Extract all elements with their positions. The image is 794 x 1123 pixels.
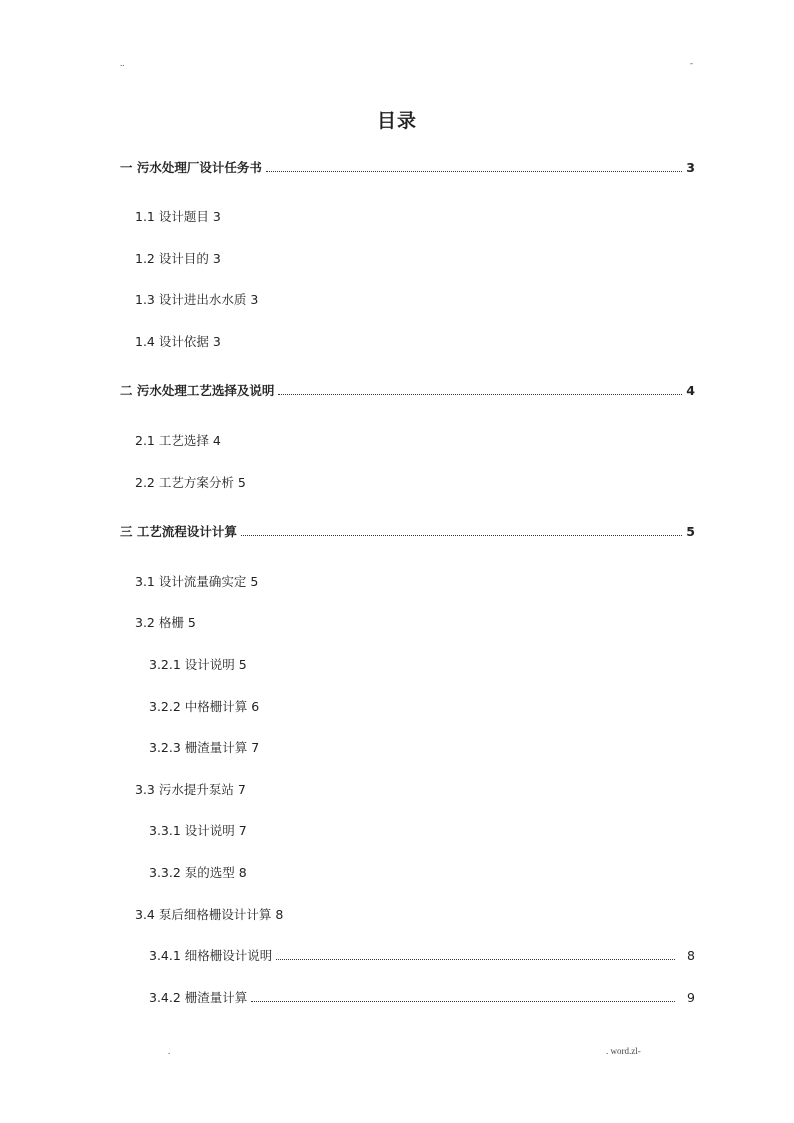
toc-item-3-2-3[interactable]: 3.2.3 栅渣量计算 7 [149, 740, 260, 755]
toc-item-3-2[interactable]: 3.2 格栅 5 [135, 615, 196, 630]
toc-item-1-1[interactable]: 1.1 设计题目 3 [135, 209, 221, 224]
toc-item-1-4[interactable]: 1.4 设计依据 3 [135, 334, 221, 349]
toc-item-3-3-2[interactable]: 3.3.2 泵的选型 8 [149, 865, 247, 880]
toc-item-3-2-2[interactable]: 3.2.2 中格栅计算 6 [149, 699, 260, 714]
toc-item-1-3[interactable]: 1.3 设计进出水水质 3 [135, 292, 259, 307]
toc-chapter-3-page: 5 [686, 524, 695, 539]
toc-leader-dots [276, 949, 675, 960]
toc-item-3-1[interactable]: 3.1 设计流量确实定 5 [135, 574, 259, 589]
toc-chapter-1-page: 3 [686, 160, 695, 175]
toc-item-3-2-1[interactable]: 3.2.1 设计说明 5 [149, 657, 247, 672]
toc-chapter-1-label: 一 污水处理厂设计任务书 [120, 160, 262, 175]
toc-leader-dots [241, 525, 682, 536]
toc-leader-dots [251, 991, 675, 1002]
toc-item-2-1[interactable]: 2.1 工艺选择 4 [135, 433, 221, 448]
toc-leader-dots [278, 384, 682, 395]
toc-item-3-4-1-page: 8 [687, 948, 695, 963]
header-right-mark: - [690, 58, 693, 68]
toc-item-3-4[interactable]: 3.4 泵后细格栅设计计算 8 [135, 907, 284, 922]
toc-item-3-4-2[interactable] [149, 989, 695, 1007]
toc-item-3-4-1[interactable] [149, 947, 695, 965]
toc-item-2-2[interactable]: 2.2 工艺方案分析 5 [135, 475, 246, 490]
toc-chapter-3-label: 三 工艺流程设计计算 [120, 524, 237, 539]
toc-item-3-4-1-label: 3.4.1 细格栅设计说明 [149, 948, 273, 963]
toc-chapter-3[interactable] [120, 523, 695, 541]
header-left-mark: .. [120, 58, 125, 68]
toc-chapter-2-label: 二 污水处理工艺选择及说明 [120, 383, 275, 398]
toc-item-3-4-2-label: 3.4.2 栅渣量计算 [149, 990, 248, 1005]
toc-chapter-2[interactable] [120, 382, 695, 400]
page-title: 目录 [376, 110, 417, 132]
toc-chapter-1[interactable] [120, 159, 695, 177]
toc-item-3-3[interactable]: 3.3 污水提升泵站 7 [135, 782, 246, 797]
toc-item-3-4-2-page: 9 [687, 990, 695, 1005]
toc-item-3-3-1[interactable]: 3.3.1 设计说明 7 [149, 823, 247, 838]
footer-right-mark: . word.zl- [606, 1046, 641, 1056]
toc-leader-dots [266, 161, 682, 172]
footer-left-mark: . [168, 1046, 171, 1056]
toc-item-1-2[interactable]: 1.2 设计目的 3 [135, 251, 221, 266]
toc-chapter-2-page: 4 [686, 383, 695, 398]
